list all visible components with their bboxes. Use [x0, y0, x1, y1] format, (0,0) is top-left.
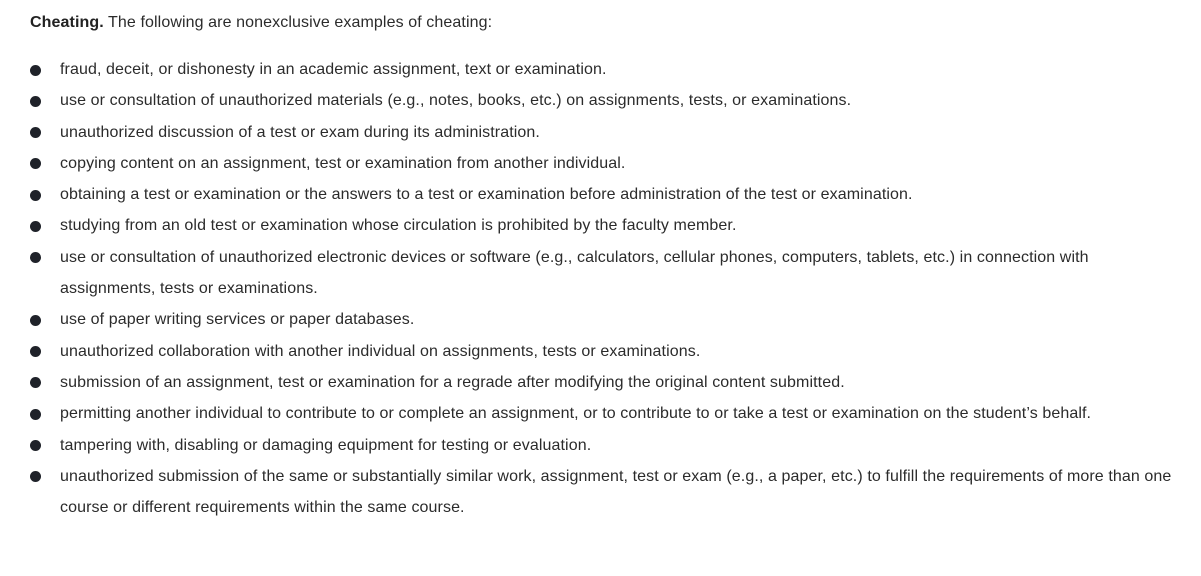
list-item-text: tampering with, disabling or damaging equipment for testing or evaluation. — [60, 436, 592, 454]
bullet-icon — [30, 315, 41, 326]
list-item — [30, 242, 1173, 305]
bullet-icon — [30, 252, 41, 263]
list-item-text: submission of an assignment, test or examination for a regrade after modifying the original content submitted. — [60, 373, 845, 391]
bullet-icon — [30, 158, 41, 169]
list-item — [30, 461, 1173, 524]
list-item — [30, 430, 1173, 461]
list-item-text: use of paper writing services or paper databases. — [60, 311, 415, 329]
list-item — [30, 398, 1173, 429]
bullet-icon — [30, 377, 41, 388]
list-item — [30, 85, 1173, 116]
list-item-text: obtaining a test or examination or the answers to a test or examination before administration of the test or examination. — [60, 186, 913, 204]
list-item-text: fraud, deceit, or dishonesty in an academic assignment, text or examination. — [60, 61, 607, 78]
list-item — [30, 148, 1173, 179]
list-item-text: unauthorized collaboration with another individual on assignments, tests or examinations. — [60, 342, 701, 360]
list-item — [30, 304, 1173, 335]
cheating-intro-text: The following are nonexclusive examples of cheating: — [103, 14, 493, 31]
list-item — [30, 54, 1173, 85]
cheating-intro — [30, 10, 1173, 36]
list-item — [30, 367, 1173, 398]
bullet-icon — [30, 346, 41, 357]
bullet-icon — [30, 440, 41, 451]
list-item-text: studying from an old test or examination whose circulation is prohibited by the faculty member. — [60, 217, 737, 235]
list-item-text: copying content on an assignment, test or examination from another individual. — [60, 154, 626, 172]
bullet-icon — [30, 65, 41, 76]
list-item — [30, 210, 1173, 241]
bullet-icon — [30, 96, 41, 107]
cheating-term: Cheating. — [30, 14, 104, 31]
bullet-icon — [30, 221, 41, 232]
cheating-examples-list — [30, 54, 1173, 523]
bullet-icon — [30, 190, 41, 201]
list-item-text: use or consultation of unauthorized materials (e.g., notes, books, etc.) on assignments, tests, or examinations. — [60, 92, 852, 110]
list-item — [30, 179, 1173, 210]
list-item-text: use or consultation of unauthorized electronic devices or software (e.g., calculators, cellular phones, computers, tablets, etc.) in connection with assignments, tests or examinations. — [60, 248, 1089, 298]
list-item-text: permitting another individual to contribute to or complete an assignment, or to contribute to or take a test or examination on the student’s behalf. — [60, 405, 1092, 423]
bullet-icon — [30, 127, 41, 138]
list-item — [30, 336, 1173, 367]
bullet-icon — [30, 409, 41, 420]
bullet-icon — [30, 471, 41, 482]
list-item — [30, 117, 1173, 148]
list-item-text: unauthorized discussion of a test or exam during its administration. — [60, 123, 540, 141]
list-item-text: unauthorized submission of the same or substantially similar work, assignment, test or exam (e.g., a paper, etc.) to fulfill the requirements of more than one course or different requirements within the same course. — [60, 467, 1172, 517]
